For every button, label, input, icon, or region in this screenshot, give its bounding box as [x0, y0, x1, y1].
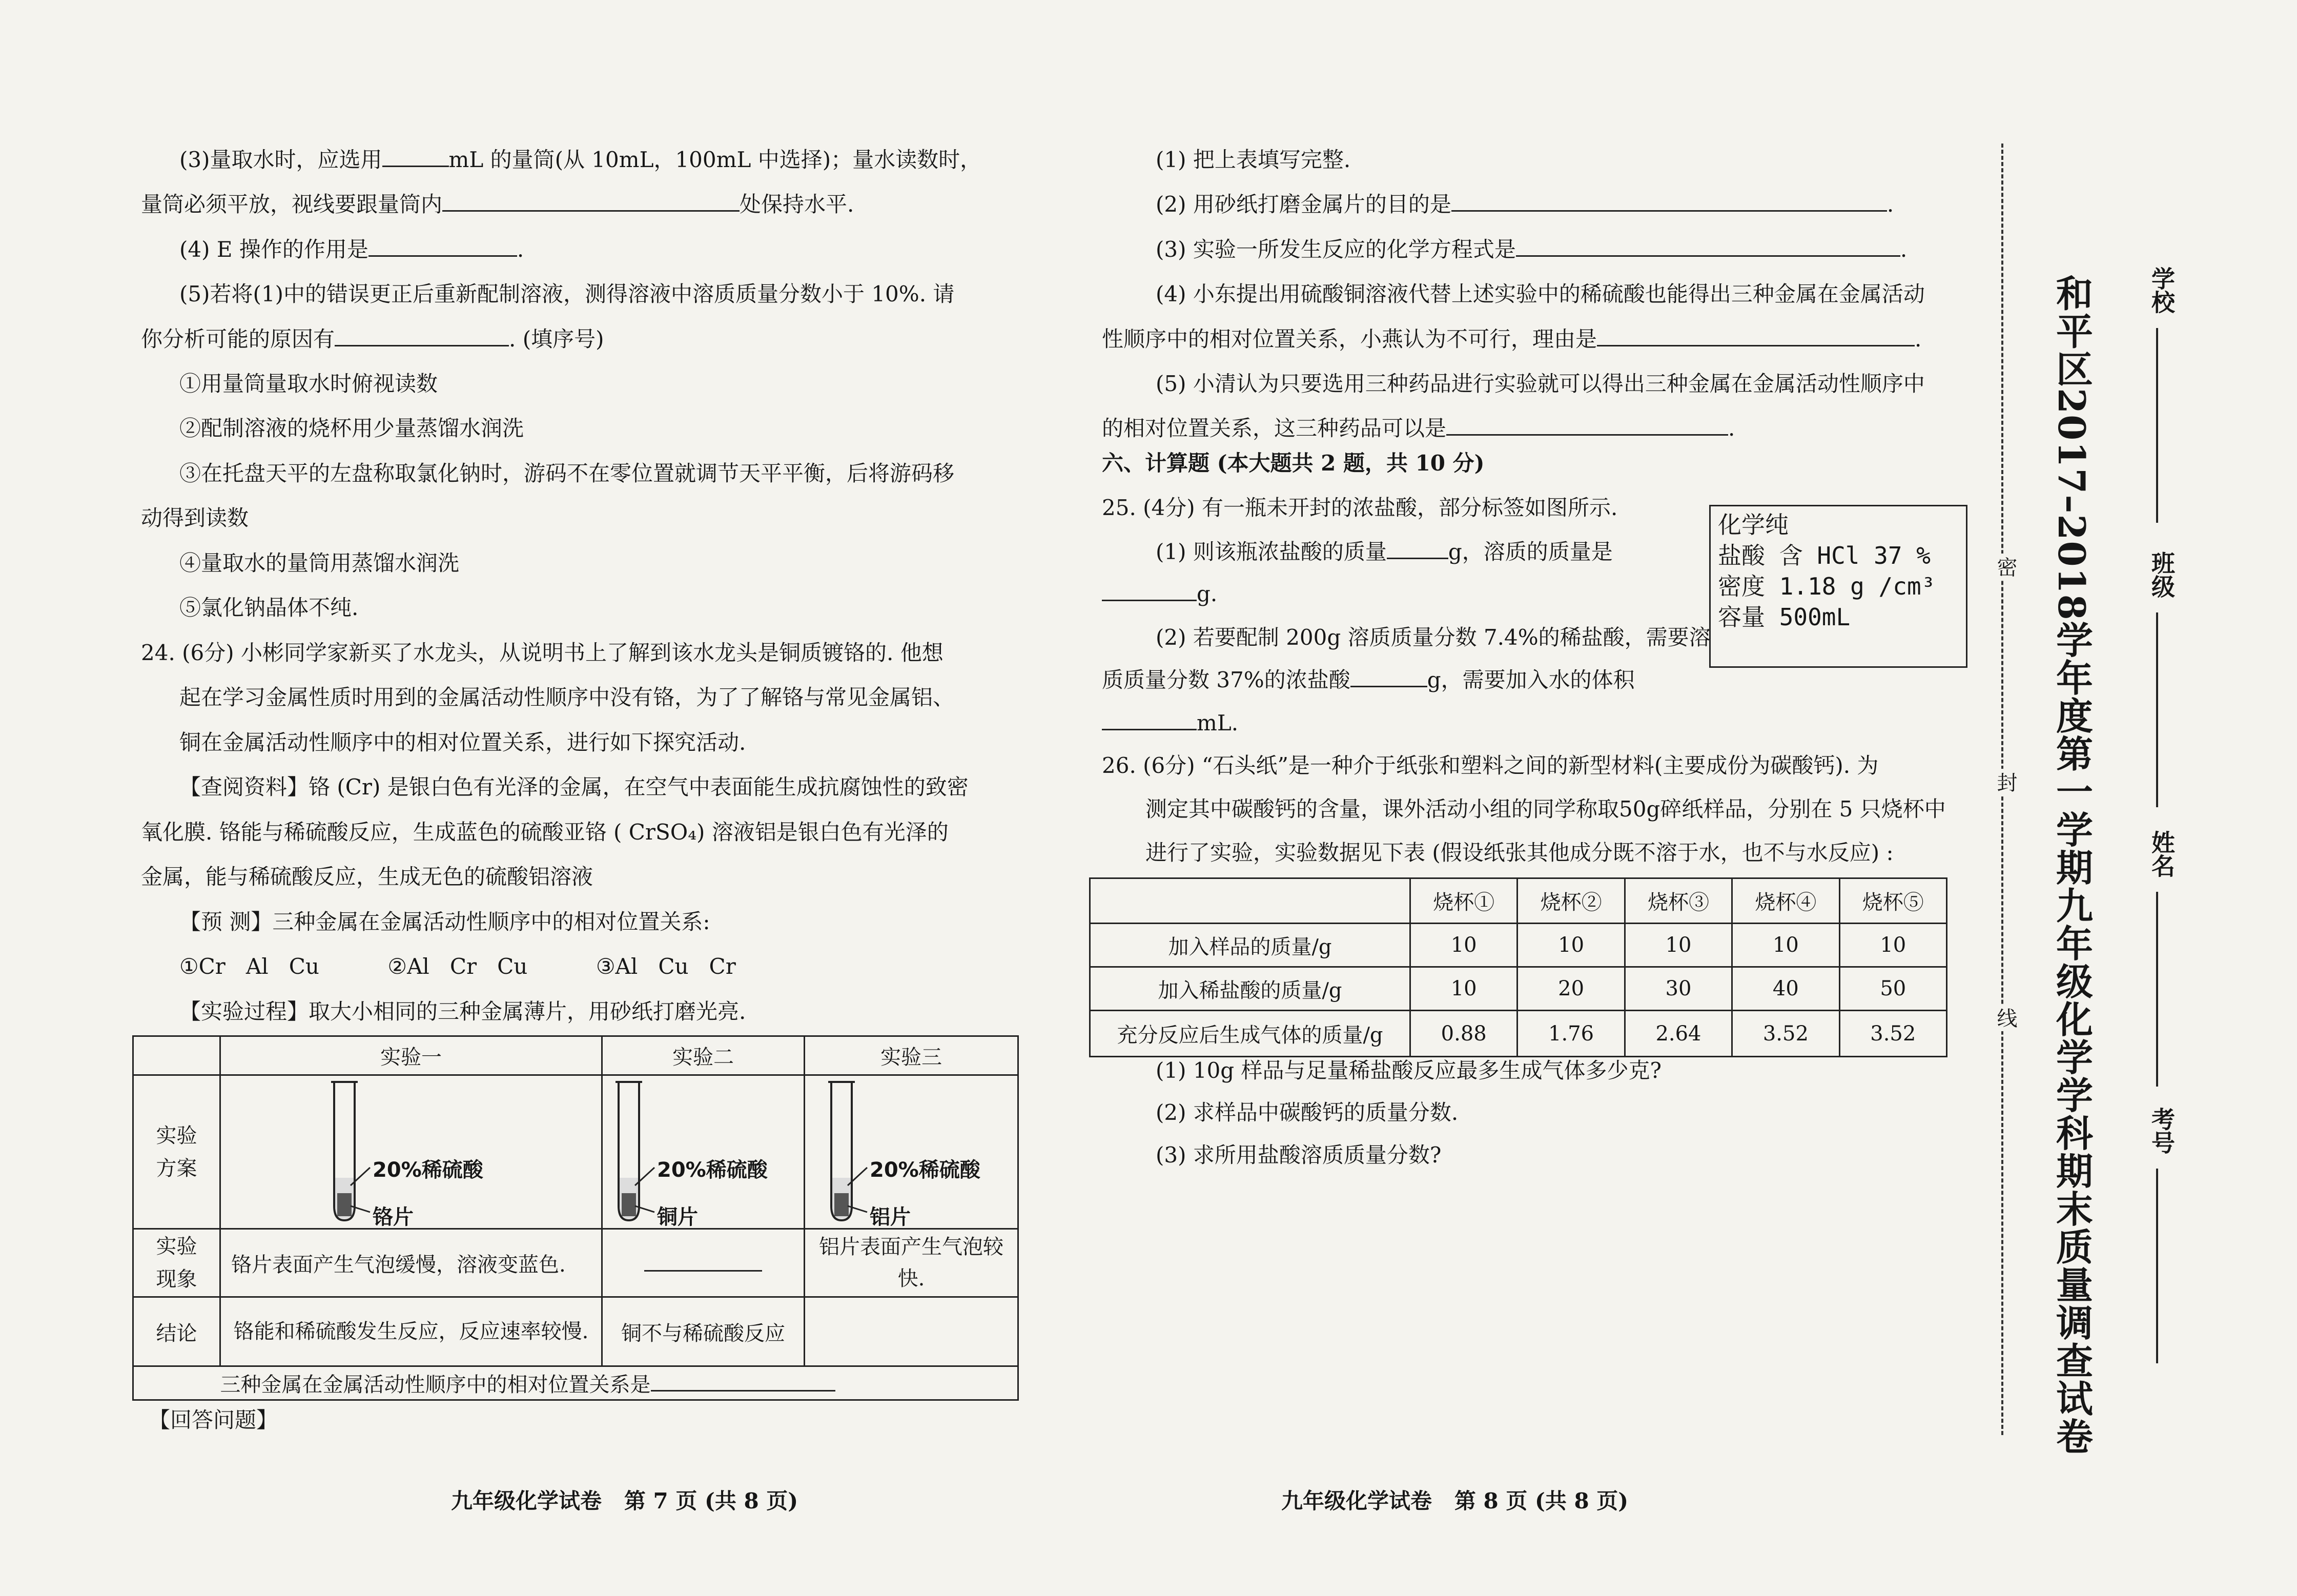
predict-line: 【预 测】三种金属在金属活动性顺序中的相对位置关系: [179, 909, 710, 934]
plan-exp3 [805, 1075, 1018, 1229]
header-exp1: 实验一 [220, 1036, 602, 1075]
text: 你分析可能的原因有 [141, 326, 335, 352]
header-exp3: 实验三 [805, 1036, 1018, 1075]
answer-blank[interactable] [1350, 665, 1427, 687]
answer-blank[interactable] [1102, 708, 1197, 730]
conclusion-exp3 [805, 1297, 1018, 1366]
cell: 10 [1517, 924, 1625, 967]
label-line-1: 化学纯 [1718, 511, 1789, 539]
conclusion-exp1: 铬能和稀硫酸发生反应，反应速率较慢. [220, 1297, 602, 1366]
q24-line-a: 24. (6分) 小彬同学家新买了水龙头，从说明书上了解到该水龙头是铜质镀铬的. 他想 [141, 640, 944, 665]
q23-4-line [179, 235, 524, 264]
option-3a: ③在托盘天平的左盘称取氯化钠时，游码不在零位置就调节天平平衡，后将游码移 [179, 461, 955, 486]
corner-cell [133, 1036, 220, 1075]
phenomenon-exp1: 铬片表面产生气泡缓慢，溶液变蓝色. [220, 1229, 602, 1297]
text: 质质量分数 37%的浓盐酸 [1102, 667, 1350, 692]
q23-3-line-a [179, 145, 981, 175]
answer-blank[interactable] [644, 1250, 762, 1272]
cell: 20 [1517, 967, 1625, 1011]
q26-2: (2) 求样品中碳酸钙的质量分数. [1156, 1100, 1459, 1125]
q-r4b: 性顺序中的相对位置关系，小燕认为不可行，理由是 . [1102, 324, 1921, 354]
row-conclusion-label: 结论 [133, 1297, 220, 1366]
text: 量筒必须平放，视线要跟量筒内 [141, 192, 443, 217]
seal-mark-2: 封 [1991, 769, 2020, 795]
beaker-table [1089, 877, 1947, 1057]
text: (2) 用砂纸打磨金属片的目的是 [1156, 192, 1451, 217]
table-row [1090, 1011, 1947, 1057]
acid-label: 20%稀硫酸 [657, 1158, 768, 1182]
footer-right: 九年级化学试卷 第 8 页 (共 8 页) [1281, 1488, 1629, 1513]
cell: 10 [1625, 924, 1732, 967]
option-5: ⑤氯化钠晶体不纯. [179, 595, 359, 620]
header-beaker-4: 烧杯④ [1732, 878, 1839, 924]
option-3b: 动得到读数 [141, 505, 249, 530]
q-r4a: (4) 小东提出用硫酸铜溶液代替上述实验中的稀硫酸也能得出三种金属在金属活动 [1156, 281, 1925, 306]
header-beaker-5: 烧杯⑤ [1839, 878, 1946, 924]
section-6-title: 六、计算题 (本大题共 2 题，共 10 分) [1102, 451, 1485, 476]
q-r1: (1) 把上表填写完整. [1156, 147, 1351, 172]
cell: 2.64 [1625, 1011, 1732, 1057]
q26-3: (3) 求所用盐酸溶质质量分数? [1156, 1142, 1442, 1168]
cell: 3.52 [1732, 1011, 1839, 1057]
reagent-label [1709, 505, 1967, 668]
text: . (填序号) [509, 326, 604, 352]
corner-cell [1090, 878, 1410, 924]
q26-1: (1) 10g 样品与足量稀盐酸反应最多生成气体多少克? [1156, 1058, 1662, 1083]
answer-blank[interactable] [1597, 324, 1915, 346]
label-line-4: 容量 500mL [1718, 603, 1851, 631]
q25-2c [1102, 708, 1238, 738]
cell: 10 [1732, 924, 1839, 967]
metal-label: 铝片 [870, 1205, 911, 1229]
footer-left: 九年级化学试卷 第 7 页 (共 8 页) [451, 1488, 798, 1513]
cell: 50 [1839, 967, 1946, 1011]
info-line-c: 金属，能与稀硫酸反应，生成无色的硫酸铝溶液 [141, 864, 593, 889]
field-line[interactable] [2156, 1169, 2158, 1363]
cell: 3.52 [1839, 1011, 1946, 1057]
cell: 30 [1625, 967, 1732, 1011]
label-line-2: 盐酸 含 HCl 37 % [1718, 542, 1931, 569]
field-label: 班级 [2148, 551, 2176, 598]
text: g. [1197, 581, 1218, 606]
text: 性顺序中的相对位置关系，小燕认为不可行，理由是 [1102, 326, 1597, 352]
header-exp2: 实验二 [602, 1036, 805, 1075]
plan-exp2 [602, 1075, 805, 1229]
exam-title-vertical: 和平区2017–2018学年度第一学期九年级化学学科期末质量调查试卷 [2050, 274, 2094, 1456]
predict-options: ①Cr Al Cu ②Al Cr Cu ③Al Cu Cr [179, 954, 736, 979]
field-label: 姓名 [2148, 830, 2176, 877]
seal-mark-3: 线 [1991, 1005, 2020, 1031]
seal-mark-1: 密 [1991, 554, 2020, 580]
final-row [220, 1366, 1018, 1400]
text: (1) 则该瓶浓盐酸的质量 [1156, 539, 1387, 564]
process-line: 【实验过程】取大小相同的三种金属薄片，用砂纸打磨光亮. [179, 999, 746, 1024]
field-name [2145, 830, 2179, 877]
info-line-a: 【查阅资料】铬 (Cr) 是银白色有光泽的金属，在空气中表面能生成抗腐蚀性的致密 [179, 774, 969, 800]
field-label: 学校 [2148, 267, 2176, 314]
q25-2b [1102, 665, 1635, 695]
phenomenon-exp2 [602, 1229, 805, 1297]
row-label: 加入稀盐酸的质量/g [1090, 967, 1410, 1011]
acid-label: 20%稀硫酸 [870, 1158, 980, 1182]
q-r2: (2) 用砂纸打磨金属片的目的是 . [1156, 190, 1894, 219]
q23-5-line-a: (5)若将(1)中的错误更正后重新配制溶液，测得溶液中溶质质量分数小于 10%. 请 [179, 281, 955, 306]
row-label: 充分反应后生成气体的质量/g [1090, 1011, 1410, 1057]
text: (3) 实验一所发生反应的化学方程式是 [1156, 237, 1516, 262]
q25-1b [1102, 579, 1217, 609]
info-line-b: 氧化膜. 铬能与稀硫酸反应，生成蓝色的硫酸亚铬 ( CrSO₄) 溶液铝是银白色有光泽的 [141, 820, 949, 845]
q26-line-c: 进行了实验，实验数据见下表 (假设纸张其他成分既不溶于水，也不与水反应) : [1145, 840, 1894, 865]
field-line[interactable] [2156, 328, 2158, 523]
answer-blank[interactable] [335, 324, 509, 346]
metal-label: 铬片 [373, 1205, 414, 1229]
experiment-table [132, 1035, 1019, 1401]
phenomenon-exp3: 铝片表面产生气泡较快. [805, 1229, 1018, 1297]
field-line[interactable] [2156, 612, 2158, 807]
text: 的相对位置关系，这三种药品可以是 [1102, 416, 1447, 441]
option-4: ④量取水的量筒用蒸馏水润洗 [179, 550, 460, 576]
text: g，溶质的质量是 [1448, 539, 1613, 564]
cell: 10 [1410, 924, 1517, 967]
q23-5-line-b [141, 324, 604, 354]
answer-blank[interactable] [1102, 579, 1197, 601]
acid-label: 20%稀硫酸 [373, 1158, 483, 1182]
text: . [517, 237, 524, 262]
answer-blank[interactable] [1446, 414, 1728, 436]
table-row [1090, 924, 1947, 967]
row-label: 加入样品的质量/g [1090, 924, 1410, 967]
final-row-spacer [133, 1366, 220, 1400]
row-phenomenon-label: 实验 现象 [133, 1229, 220, 1297]
option-1: ①用量筒量取水时俯视读数 [179, 371, 438, 396]
field-school [2145, 267, 2179, 314]
cell: 40 [1732, 967, 1839, 1011]
header-beaker-1: 烧杯① [1410, 878, 1517, 924]
answer-blank[interactable] [442, 190, 740, 212]
cell: 10 [1410, 967, 1517, 1011]
q-r5b: 的相对位置关系，这三种药品可以是 . [1102, 414, 1735, 443]
answer-blank[interactable] [1387, 537, 1448, 559]
cell: 1.76 [1517, 1011, 1625, 1057]
text: g，需要加入水的体积 [1427, 667, 1635, 692]
field-line[interactable] [2156, 892, 2158, 1087]
q26-line-b: 测定其中碳酸钙的含量，课外活动小组的同学称取50g碎纸样品，分别在 5 只烧杯中 [1145, 796, 1946, 822]
field-label: 考号 [2148, 1107, 2176, 1154]
text: (3)量取水时，应选用 [179, 147, 382, 172]
header-beaker-3: 烧杯③ [1625, 878, 1732, 924]
answer-blank[interactable] [368, 235, 517, 257]
answer-blank[interactable] [651, 1369, 835, 1392]
answer-blank[interactable] [1516, 235, 1900, 257]
q26-line-a: 26. (6分) “石头纸”是一种介于纸张和塑料之间的新型材料(主要成份为碳酸钙). 为 [1102, 753, 1879, 778]
q24-line-b: 起在学习金属性质时用到的金属活动性顺序中没有铬，为了了解铬与常见金属铝、 [179, 685, 955, 710]
q-r5a: (5) 小清认为只要选用三种药品进行实验就可以得出三种金属在金属活动性顺序中 [1156, 371, 1925, 396]
q23-3-line-b [141, 190, 854, 219]
q-r3: (3) 实验一所发生反应的化学方程式是 . [1156, 235, 1907, 264]
field-class [2145, 551, 2179, 598]
q25-line: 25. (4分) 有一瓶未开封的浓盐酸，部分标签如图所示. [1102, 495, 1618, 520]
cell: 0.88 [1410, 1011, 1517, 1057]
metal-label: 铜片 [657, 1205, 698, 1229]
answer-heading: 【回答问题】 [149, 1407, 278, 1433]
q25-1a [1156, 537, 1613, 567]
row-plan-label: 实验 方案 [133, 1075, 220, 1229]
table-row [1090, 967, 1947, 1011]
test-tube-1 [221, 1078, 601, 1229]
text: 处保持水平. [740, 192, 854, 217]
test-tube-3 [806, 1078, 1017, 1229]
conclusion-exp2: 铜不与稀硫酸反应 [602, 1297, 805, 1366]
option-2: ②配制溶液的烧杯用少量蒸馏水润洗 [179, 416, 524, 441]
header-beaker-2: 烧杯② [1517, 878, 1625, 924]
field-exam-number [2145, 1107, 2179, 1154]
plan-exp1 [220, 1075, 602, 1229]
answer-blank[interactable] [1451, 190, 1887, 212]
test-tube-2 [603, 1078, 803, 1229]
cell: 10 [1839, 924, 1946, 967]
answer-blank[interactable] [382, 145, 449, 167]
text: (4) E 操作的作用是 [179, 237, 368, 262]
q24-line-c: 铜在金属活动性顺序中的相对位置关系，进行如下探究活动. [179, 730, 746, 755]
text: mL. [1197, 710, 1239, 735]
q25-2a: (2) 若要配制 200g 溶质质量分数 7.4%的稀盐酸，需要溶 [1156, 625, 1711, 650]
text: 三种金属在金属活动性顺序中的相对位置关系是 [220, 1373, 651, 1397]
label-line-3: 密度 1.18 g /cm³ [1718, 572, 1936, 600]
text: mL 的量筒(从 10mL，100mL 中选择)；量水读数时， [448, 147, 982, 172]
